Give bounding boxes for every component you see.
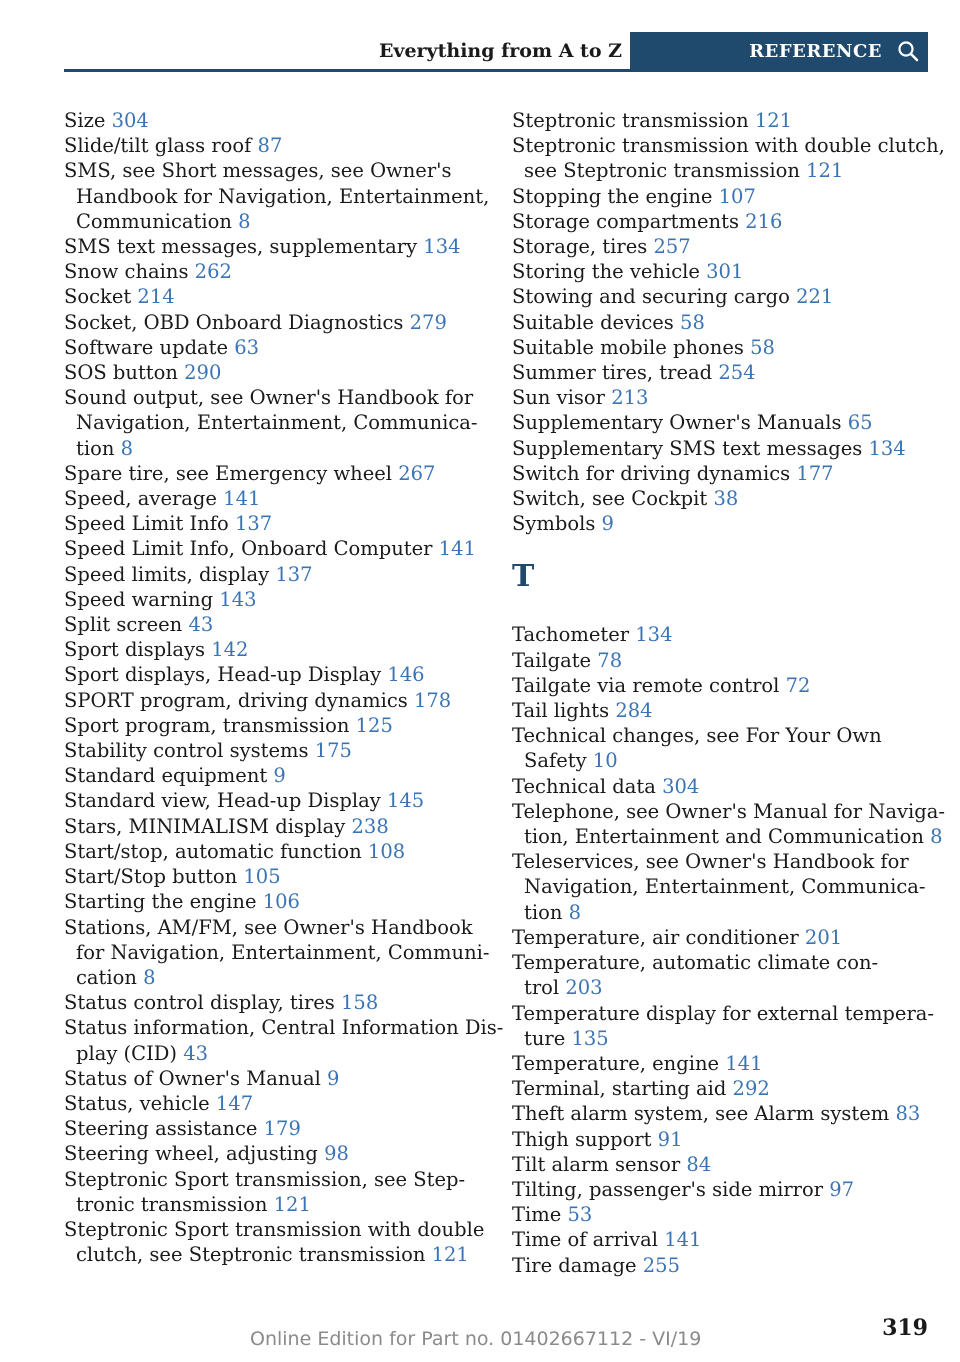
page-reference-link[interactable]: 216 — [745, 209, 783, 233]
page-reference-link[interactable]: 72 — [785, 673, 811, 697]
page-reference-link[interactable]: 78 — [597, 648, 623, 672]
entry-text: Sun visor — [512, 386, 612, 410]
page-reference-link[interactable]: 108 — [367, 839, 406, 863]
index-entry — [64, 814, 484, 839]
entry-text: Steptronic Sport transmission with double — [64, 1217, 485, 1241]
entry-text: Steptronic transmission — [512, 109, 755, 132]
entry-text: Storage, tires — [512, 235, 654, 259]
entry-text: Stopping the engine — [512, 184, 719, 208]
entry-text: ture — [524, 1026, 572, 1050]
index-entry — [512, 385, 932, 410]
entry-text: for Navigation, Entertainment, Communi- — [76, 940, 490, 964]
entry-text: SMS text messages, supplementary — [64, 235, 424, 259]
page-reference-link[interactable]: 254 — [718, 361, 756, 385]
entry-text: Technical data — [512, 774, 663, 798]
page-reference-link[interactable]: 304 — [111, 109, 149, 132]
index-entry — [512, 133, 945, 183]
entry-text: Start/Stop button — [64, 865, 244, 889]
index-entry — [64, 688, 484, 713]
page-reference-link[interactable]: 65 — [847, 411, 873, 435]
page-reference-link[interactable]: 91 — [657, 1127, 683, 1151]
entry-text: see Steptronic transmission — [524, 159, 807, 183]
entry-text: Time — [512, 1203, 568, 1227]
index-entry — [64, 1066, 484, 1091]
page-reference-link[interactable]: 175 — [314, 739, 352, 763]
entry-text: Supplementary SMS text messages — [512, 436, 869, 460]
index-entry — [512, 436, 932, 461]
page-reference-link[interactable]: 201 — [804, 925, 843, 949]
index-column-left — [64, 108, 504, 1267]
entry-text: Starting the engine — [64, 890, 263, 914]
page-reference-link[interactable]: 137 — [275, 562, 313, 586]
entry-text: Size — [64, 109, 112, 132]
index-entry — [64, 763, 484, 788]
entry-text: Temperature display for external tempera- — [512, 1001, 934, 1025]
index-entry — [64, 562, 484, 587]
section-title: Everything from A to Z — [378, 40, 622, 62]
entry-text: Snow chains — [64, 260, 195, 284]
entry-text: Status information, Central Information Dis- — [64, 1016, 504, 1040]
entry-text: Switch, see Cockpit — [512, 487, 714, 511]
index-entry — [512, 1202, 932, 1227]
page-reference-link[interactable]: 121 — [754, 109, 793, 132]
entry-text: Storing the vehicle — [512, 260, 707, 284]
entry-text: Standard view, Head-up Display — [64, 789, 387, 813]
index-entry — [64, 889, 484, 914]
entry-text: Slide/tilt glass roof — [64, 134, 258, 158]
entry-text: Temperature, air conditioner — [512, 925, 805, 949]
section-letter-t: T — [512, 559, 535, 595]
index-entry — [64, 788, 484, 813]
index-entry — [64, 284, 484, 309]
entry-text: SPORT program, driving dynamics — [64, 688, 414, 712]
page-reference-link[interactable]: 83 — [895, 1102, 921, 1126]
index-entry — [512, 360, 932, 385]
page-reference-link[interactable]: 8 — [568, 900, 581, 924]
entry-text: Temperature, engine — [512, 1051, 726, 1075]
page-reference-link[interactable]: 9 — [327, 1066, 340, 1090]
entry-text: Tilt alarm sensor — [512, 1152, 687, 1176]
entry-text: clutch, see Steptronic transmission — [76, 1243, 432, 1267]
index-entry — [512, 723, 932, 773]
index-entry — [64, 158, 490, 234]
page-reference-link[interactable]: 141 — [223, 487, 261, 511]
index-entry — [512, 925, 932, 950]
entry-text: Suitable devices — [512, 310, 681, 334]
entry-text: Symbols — [512, 512, 602, 536]
entry-text: tronic transmission — [76, 1192, 274, 1216]
index-column-right — [512, 108, 945, 1278]
page-reference-link[interactable]: 178 — [413, 688, 452, 712]
page-reference-link[interactable]: 262 — [194, 260, 232, 284]
page-reference-link[interactable]: 87 — [257, 134, 283, 158]
header-rule — [64, 69, 928, 72]
page-number: 319 — [882, 1315, 928, 1341]
entry-text: Tail lights — [512, 699, 616, 723]
entry-text: tion — [76, 436, 121, 460]
entry-text: Software update — [64, 335, 235, 359]
index-entry — [64, 133, 484, 158]
page-reference-link[interactable]: 43 — [183, 1041, 209, 1065]
entry-text: Spare tire, see Emergency wheel — [64, 461, 399, 485]
index-entry — [64, 1015, 504, 1065]
page-reference-link[interactable]: 135 — [571, 1026, 609, 1050]
index-entry — [512, 673, 932, 698]
page-reference-link[interactable]: 143 — [219, 587, 257, 611]
index-entry — [512, 284, 932, 309]
page-reference-link[interactable]: 105 — [243, 865, 281, 889]
index-group-s — [512, 108, 945, 536]
index-entry — [64, 839, 484, 864]
entry-text: Supplementary Owner's Manuals — [512, 411, 848, 435]
entry-text: Telephone, see Owner's Manual for Naviga- — [512, 799, 945, 823]
index-entry — [64, 990, 484, 1015]
entry-text: Speed warning — [64, 587, 220, 611]
index-entry — [64, 511, 484, 536]
index-entry — [512, 410, 932, 435]
page-reference-link[interactable]: 257 — [653, 235, 691, 259]
page-reference-link[interactable]: 8 — [143, 965, 156, 989]
page-reference-link[interactable]: 145 — [386, 789, 425, 813]
page-reference-link[interactable]: 301 — [706, 260, 744, 284]
entry-text: Tilting, passenger's side mirror — [512, 1177, 830, 1201]
entry-text: play (CID) — [76, 1041, 184, 1065]
entry-text: Stations, AM/FM, see Owner's Handbook — [64, 915, 473, 939]
entry-text: Tailgate — [512, 648, 598, 672]
index-entry — [64, 360, 484, 385]
page-reference-link[interactable]: 106 — [262, 890, 300, 914]
entry-text: trol — [524, 976, 566, 1000]
edition-footer: Online Edition for Part no. 01402667112 - VI/19 — [250, 1328, 702, 1350]
entry-text: Stars, MINIMALISM display — [64, 814, 352, 838]
index-entry — [512, 1127, 932, 1152]
entry-text: Steptronic transmission with double clutch, — [512, 134, 945, 158]
index-entry — [512, 774, 932, 799]
index-entry — [512, 1227, 932, 1252]
entry-text: Sport displays — [64, 638, 212, 662]
entry-text: Speed Limit Info — [64, 512, 235, 536]
index-entry — [64, 536, 484, 561]
entry-text: Status control display, tires — [64, 991, 342, 1015]
page-reference-link[interactable]: 221 — [796, 285, 834, 309]
index-entry — [512, 1152, 932, 1177]
page-reference-link[interactable]: 53 — [567, 1203, 593, 1227]
page-reference-link[interactable]: 213 — [611, 386, 649, 410]
index-entry — [512, 184, 932, 209]
index-entry — [512, 1076, 932, 1101]
entry-text: Theft alarm system, see Alarm system — [512, 1102, 896, 1126]
page-reference-link[interactable]: 9 — [601, 512, 614, 536]
index-entry — [512, 335, 932, 360]
entry-text: Stowing and securing cargo — [512, 285, 797, 309]
entry-text: Teleservices, see Owner's Handbook for — [512, 850, 909, 874]
index-entry — [512, 622, 932, 647]
page-reference-link[interactable]: 38 — [713, 487, 739, 511]
entry-text: Handbook for Navigation, Entertainment, — [76, 184, 490, 208]
entry-text: Navigation, Entertainment, Communica- — [76, 411, 478, 435]
page-reference-link[interactable]: 267 — [398, 461, 436, 485]
entry-text: Time of arrival — [512, 1228, 665, 1252]
entry-text: Safety — [524, 749, 593, 773]
index-entry — [64, 385, 484, 461]
index-entry — [512, 108, 932, 133]
entry-text: tion, Entertainment and Communication — [524, 825, 931, 849]
page-reference-link[interactable]: 10 — [592, 749, 618, 773]
index-entry — [512, 259, 932, 284]
index-entry — [64, 335, 484, 360]
page-reference-link[interactable]: 146 — [387, 663, 425, 687]
entry-text: SMS, see Short messages, see Owner's — [64, 159, 452, 183]
index-entry — [64, 1141, 484, 1166]
index-entry — [512, 461, 932, 486]
index-entry — [64, 310, 484, 335]
index-entry — [512, 648, 932, 673]
entry-text: Tailgate via remote control — [512, 673, 786, 697]
entry-text: Summer tires, tread — [512, 361, 719, 385]
index-entry — [64, 713, 484, 738]
index-entry — [64, 486, 484, 511]
page-reference-link[interactable]: 141 — [725, 1051, 763, 1075]
page-reference-link[interactable]: 214 — [137, 285, 175, 309]
page-reference-link[interactable]: 107 — [718, 184, 756, 208]
index-entry — [512, 1051, 932, 1076]
entry-text: Temperature, automatic climate con- — [512, 951, 879, 975]
page-reference-link[interactable]: 58 — [750, 335, 775, 359]
entry-text: Tire damage — [512, 1253, 643, 1277]
entry-text: Storage compartments — [512, 209, 746, 233]
entry-text: tion — [524, 900, 569, 924]
page-reference-link[interactable]: 121 — [431, 1243, 469, 1267]
page-reference-link[interactable]: 121 — [806, 159, 844, 183]
entry-text: Socket — [64, 285, 138, 309]
entry-text: Sport displays, Head-up Display — [64, 663, 388, 687]
entry-text: Socket, OBD Onboard Diagnostics — [64, 310, 410, 334]
page-reference-link[interactable]: 84 — [686, 1152, 712, 1176]
entry-text: Switch for driving dynamics — [512, 461, 797, 485]
index-entry — [64, 1091, 484, 1116]
index-entry — [512, 1253, 932, 1278]
page-reference-link[interactable]: 284 — [615, 699, 653, 723]
index-entry — [512, 1101, 932, 1126]
index-entry — [512, 950, 932, 1000]
entry-text: Start/stop, automatic function — [64, 839, 368, 863]
index-entry — [64, 1116, 484, 1141]
entry-text: Steering assistance — [64, 1117, 264, 1141]
page-reference-link[interactable]: 43 — [188, 613, 214, 637]
page-reference-link[interactable]: 279 — [409, 310, 447, 334]
page-reference-link[interactable]: 238 — [351, 814, 389, 838]
entry-text: Sound output, see Owner's Handbook for — [64, 386, 474, 410]
page-reference-link[interactable]: 292 — [732, 1077, 770, 1101]
index-entry — [512, 486, 932, 511]
index-entry — [512, 209, 932, 234]
index-entry — [64, 864, 484, 889]
index-entry — [64, 662, 484, 687]
entry-text: Status of Owner's Manual — [64, 1066, 328, 1090]
index-entry — [512, 698, 932, 723]
page-reference-link[interactable]: 177 — [796, 461, 834, 485]
page-reference-link[interactable]: 8 — [930, 825, 943, 849]
reference-tab-label: REFERENCE — [749, 40, 882, 62]
page-reference-link[interactable]: 179 — [263, 1117, 301, 1141]
page-reference-link[interactable]: 158 — [341, 991, 379, 1015]
entry-text: Navigation, Entertainment, Communica- — [524, 875, 926, 899]
index-entry — [64, 738, 484, 763]
page-reference-link[interactable]: 137 — [234, 512, 273, 536]
page-reference-link[interactable]: 98 — [324, 1142, 349, 1166]
page-reference-link[interactable]: 58 — [680, 310, 705, 334]
index-entry — [64, 637, 484, 662]
index-group-t — [512, 622, 945, 1277]
page-reference-link[interactable]: 121 — [273, 1192, 311, 1216]
entry-text: Thigh support — [512, 1127, 658, 1151]
page-reference-link[interactable]: 142 — [211, 638, 249, 662]
page-reference-link[interactable]: 9 — [273, 764, 286, 788]
entry-text: Technical changes, see For Your Own — [512, 724, 882, 748]
entry-text: Tachometer — [512, 623, 636, 647]
index-entry — [64, 461, 484, 486]
page-reference-link[interactable]: 8 — [120, 436, 133, 460]
index-entry — [64, 259, 484, 284]
entry-text: Status, vehicle — [64, 1091, 216, 1115]
entry-text: SOS button — [64, 361, 185, 385]
entry-text: Sport program, transmission — [64, 713, 356, 737]
page-reference-link[interactable]: 134 — [423, 235, 461, 259]
page-reference-link[interactable]: 97 — [829, 1177, 855, 1201]
page-reference-link[interactable]: 147 — [215, 1091, 254, 1115]
entry-text: Terminal, starting aid — [512, 1077, 733, 1101]
page-reference-link[interactable]: 141 — [664, 1228, 702, 1252]
index-entry — [512, 310, 932, 335]
entry-text: Split screen — [64, 613, 189, 637]
index-entry — [64, 108, 484, 133]
page-reference-link[interactable]: 134 — [868, 436, 906, 460]
page-reference-link[interactable]: 304 — [662, 774, 700, 798]
page-reference-link[interactable]: 125 — [355, 713, 393, 737]
entry-text: Steptronic Sport transmission, see Step- — [64, 1167, 466, 1191]
index-entry — [512, 849, 932, 925]
index-entry — [64, 587, 484, 612]
page-reference-link[interactable]: 63 — [234, 335, 260, 359]
page-reference-link[interactable]: 141 — [438, 537, 476, 561]
entry-text: Speed limits, display — [64, 562, 276, 586]
index-entry — [512, 1177, 932, 1202]
entry-text: cation — [76, 965, 144, 989]
index-entry — [512, 799, 945, 849]
entry-text: Stability control systems — [64, 739, 315, 763]
reference-tab[interactable] — [630, 32, 928, 70]
page-reference-link[interactable]: 290 — [184, 361, 222, 385]
entry-text: Steering wheel, adjusting — [64, 1142, 325, 1166]
index-entry — [64, 612, 484, 637]
page-reference-link[interactable]: 134 — [635, 623, 673, 647]
entry-text: Speed Limit Info, Onboard Computer — [64, 537, 439, 561]
search-icon[interactable] — [896, 39, 920, 63]
entry-text: Communication — [76, 209, 239, 233]
index-entry — [64, 1217, 484, 1267]
index-entry — [64, 1167, 484, 1217]
index-entry — [512, 234, 932, 259]
entry-text: Standard equipment — [64, 764, 274, 788]
page-reference-link[interactable]: 203 — [565, 976, 603, 1000]
index-entry — [64, 234, 484, 259]
page-reference-link[interactable]: 8 — [238, 209, 251, 233]
page-reference-link[interactable]: 255 — [642, 1253, 680, 1277]
index-entry — [512, 1001, 932, 1051]
entry-text: Suitable mobile phones — [512, 335, 751, 359]
entry-text: Speed, average — [64, 487, 224, 511]
index-entry — [512, 511, 932, 536]
index-entry — [64, 915, 490, 991]
